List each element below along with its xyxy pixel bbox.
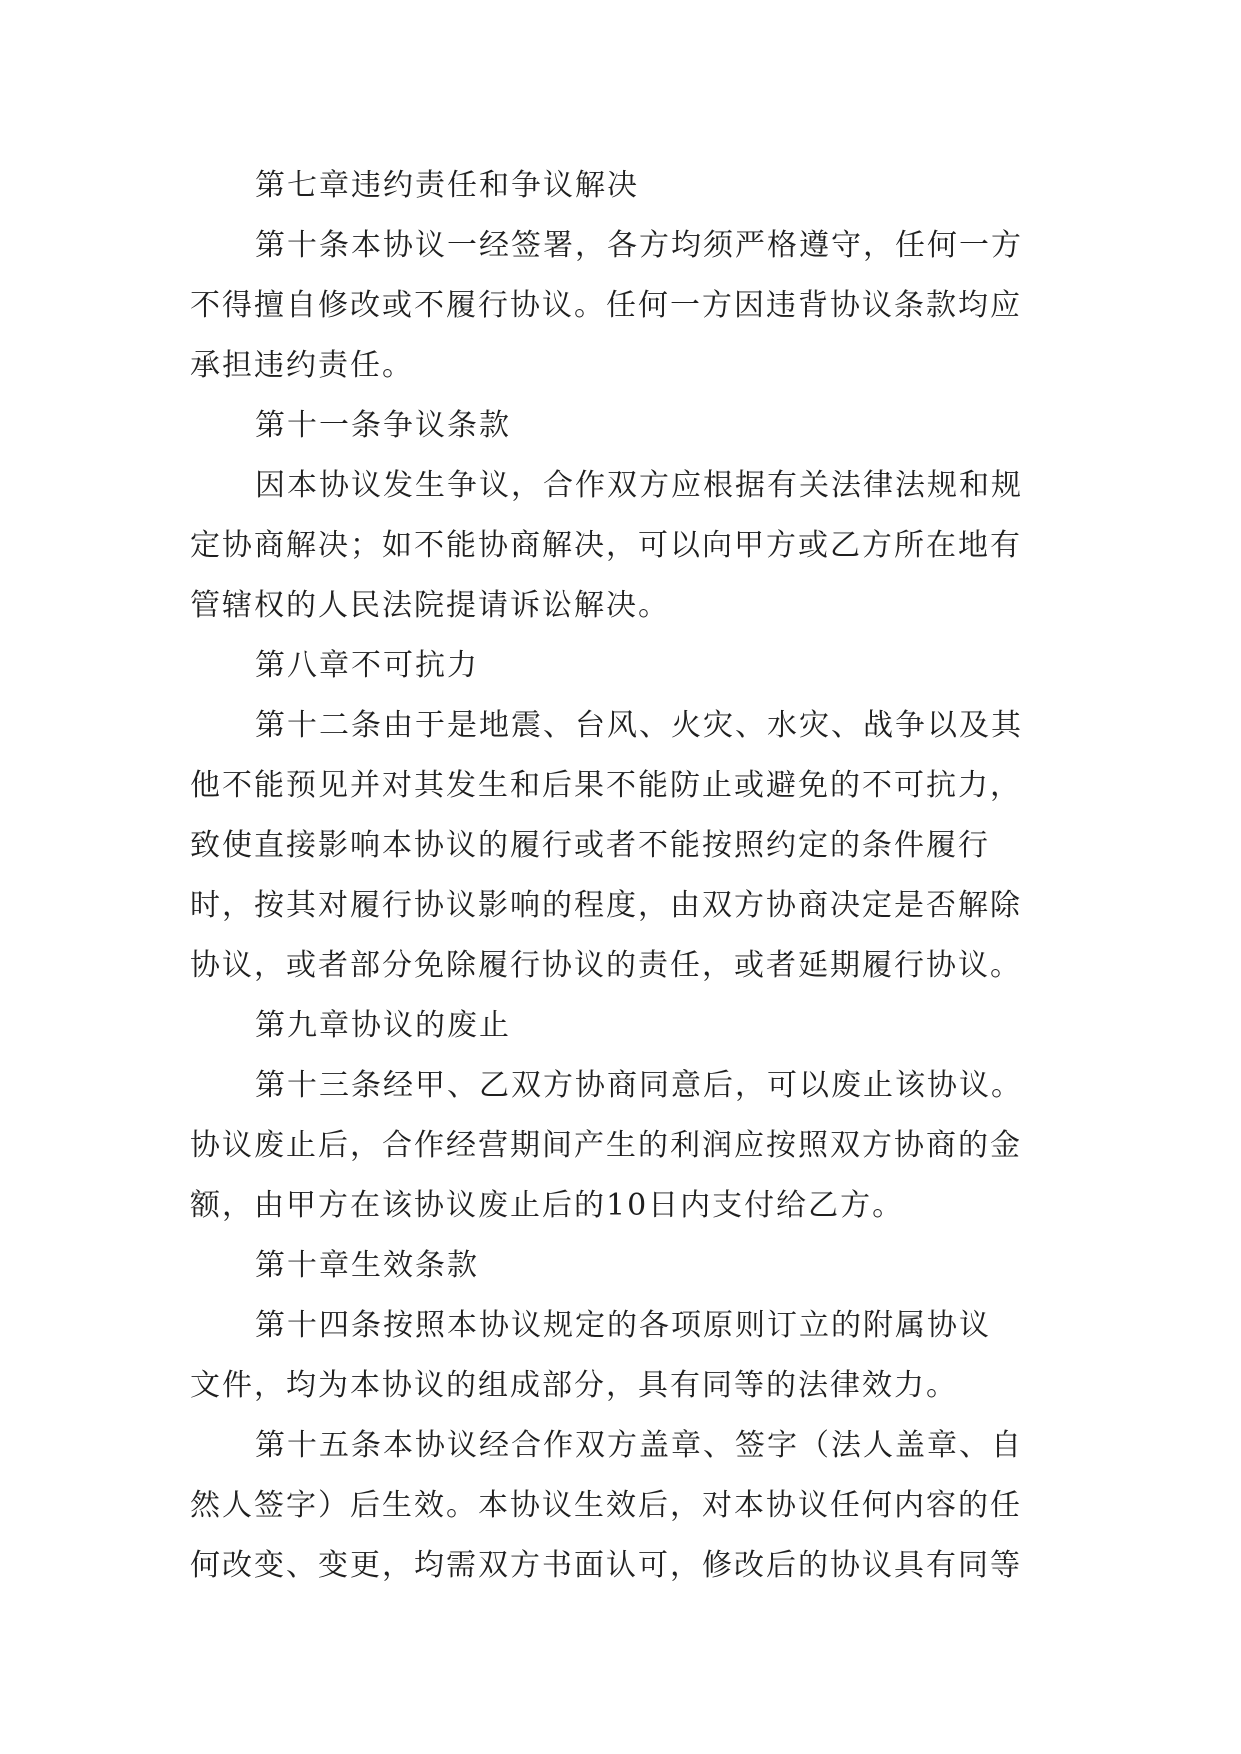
chapter-heading-8: 第八章不可抗力: [255, 648, 479, 683]
article-14-line-1: 第十四条按照本协议规定的各项原则订立的附属协议: [255, 1308, 991, 1343]
article-12-line-2: 他不能预见并对其发生和后果不能防止或避免的不可抗力，: [190, 768, 1022, 803]
article-13-line-2: 协议废止后，合作经营期间产生的利润应按照双方协商的金: [190, 1128, 1022, 1163]
article-15-line-2: 然人签字）后生效。本协议生效后，对本协议任何内容的任: [190, 1488, 1022, 1523]
article-13-line-1: 第十三条经甲、乙双方协商同意后，可以废止该协议。: [255, 1068, 1023, 1103]
article-11-line-3: 管辖权的人民法院提请诉讼解决。: [190, 588, 670, 623]
article-11-line-2: 定协商解决；如不能协商解决，可以向甲方或乙方所在地有: [190, 528, 1022, 563]
article-11-line-1: 因本协议发生争议，合作双方应根据有关法律法规和规: [255, 468, 1023, 503]
article-10-line-2: 不得擅自修改或不履行协议。任何一方因违背协议条款均应: [190, 288, 1022, 323]
chapter-heading-9: 第九章协议的废止: [255, 1008, 511, 1043]
chapter-heading-7: 第七章违约责任和争议解决: [255, 168, 639, 203]
chapter-heading-10: 第十章生效条款: [255, 1248, 479, 1283]
article-12-line-3: 致使直接影响本协议的履行或者不能按照约定的条件履行: [190, 828, 990, 863]
article-12-line-1: 第十二条由于是地震、台风、火灾、水灾、战争以及其: [255, 708, 1023, 743]
article-15-line-3: 何改变、变更，均需双方书面认可，修改后的协议具有同等: [190, 1548, 1022, 1583]
article-10-line-3: 承担违约责任。: [190, 348, 414, 383]
article-12-line-5: 协议，或者部分免除履行协议的责任，或者延期履行协议。: [190, 948, 1022, 983]
article-14-line-2: 文件，均为本协议的组成部分，具有同等的法律效力。: [190, 1368, 958, 1403]
article-15-line-1: 第十五条本协议经合作双方盖章、签字（法人盖章、自: [255, 1428, 1023, 1463]
article-12-line-4: 时，按其对履行协议影响的程度，由双方协商决定是否解除: [190, 888, 1022, 923]
article-13-line-3: 额，由甲方在该协议废止后的10日内支付给乙方。: [190, 1188, 905, 1223]
article-11-heading: 第十一条争议条款: [255, 408, 511, 443]
article-10-line-1: 第十条本协议一经签署，各方均须严格遵守，任何一方: [255, 228, 1023, 263]
